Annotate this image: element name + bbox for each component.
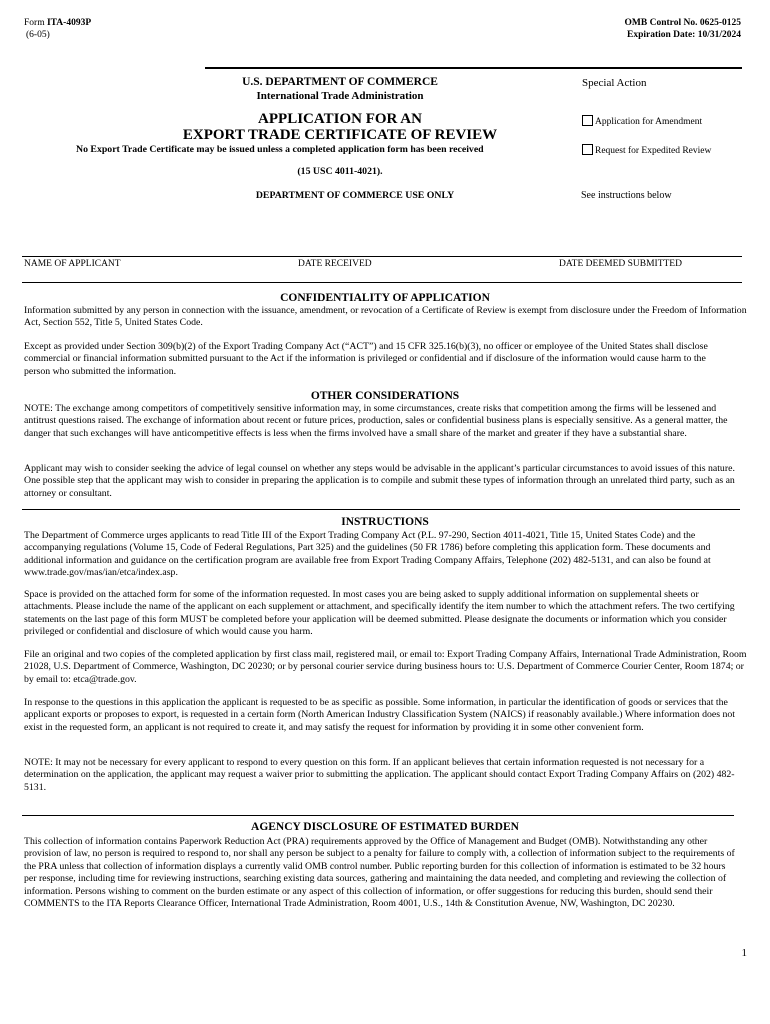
date-deemed-submitted-field[interactable]: DATE DEEMED SUBMITTED bbox=[559, 259, 682, 269]
other-considerations-heading: OTHER CONSIDERATIONS bbox=[310, 390, 460, 402]
confidentiality-paragraph-2: Except as provided under Section 309(b)(2) of the Export Trading Company Act (“ACT”) and 15 CFR 325.16(b)(3), no officer or employee of the United States shall disclose commercial or financial information submitted pursuant to the Act if the information is privileged or confidential and if disclosure of the information would cause harm to the person who submitted the information. bbox=[24, 341, 708, 377]
expiration-date: Expiration Date: 10/31/2024 bbox=[627, 30, 741, 40]
confidentiality-heading: CONFIDENTIALITY OF APPLICATION bbox=[280, 292, 490, 304]
other-considerations-paragraph-1: NOTE: The exchange among competitors of competitively sensitive information may, in some circumstances, create risks that competition among the firms will be lessened and antitrust questions raised. The exchange of information about recent or future prices, production, sales or confidential business plans is especially sensitive. As a general matter, the danger that such exchanges will have anticompetitive effects is less when the firms involved have a small share of the market and greater if they have a substantial share. bbox=[24, 403, 728, 439]
other-considerations-paragraph-2: Applicant may wish to consider seeking the advice of legal counsel on whether any steps would be advisable in the applicant’s particular circumstances to avoid issues of this nature. One possible step that the applicant may wish to consider in preparing the application is to compile and submit these types of information through an unrelated third party, such as an attorney or consultant. bbox=[24, 463, 735, 499]
fields-top-rule bbox=[22, 256, 742, 257]
instructions-heading: INSTRUCTIONS bbox=[341, 516, 429, 528]
form-title-line2: EXPORT TRADE CERTIFICATE OF REVIEW bbox=[182, 127, 498, 143]
confidentiality-paragraph-1: Information submitted by any person in connection with the issuance, amendment, or revocation of a Certificate of Review is exempt from disclosure under the Freedom of Information Act, Section 552, Title 5, United States Code. bbox=[24, 305, 747, 329]
expedited-option-label: Request for Expedited Review bbox=[595, 146, 712, 156]
instructions-paragraph-2: Space is provided on the attached form for some of the information requested. In most cases you are being asked to supply additional information on supplemental sheets or attachments. Please include the name of the applicant on each supplement or attachment, and specifically identify the item number to which the attachment refers. The two certifying statements on the last page of this form MUST be completed before your application will be deemed submitted. Please designate the documents or information which you consider privileged or confidential and disclosure of which would cause you harm. bbox=[24, 589, 735, 638]
administration-name: International Trade Administration bbox=[256, 90, 424, 102]
section-rule-1 bbox=[22, 509, 740, 510]
use-only-label: DEPARTMENT OF COMMERCE USE ONLY bbox=[255, 190, 455, 201]
fields-bottom-rule bbox=[22, 282, 742, 283]
see-instructions-note: See instructions below bbox=[581, 190, 672, 201]
form-prefix: Form bbox=[24, 18, 47, 28]
page-number: 1 bbox=[741, 947, 747, 959]
form-title-line1: APPLICATION FOR AN bbox=[258, 111, 422, 127]
burden-paragraph: This collection of information contains Paperwork Reduction Act (PRA) requirements approved by the Office of Management and Budget (OMB). Notwithstanding any other provision of law, no person is required to respond to, nor shall any person be subject to a penalty for failure to comply with, a collection of information subject to the requirements of the PRA unless that collection of information displays a currently valid OMB control number. Public reporting burden for this collection of information is estimated to be 32 hours per response, including time for reviewing instructions, searching existing data sources, gathering and maintaining the data needed, and completing and reviewing the collection of information. Persons wishing to comment on the burden estimate or any aspect of this collection of information, or offer suggestions for reducing this burden, should send their COMMENTS to the ITA Reports Clearance Officer, International Trade Administration, Room 4001, U.S., 14th & Constitution Avenue, NW, Washington, DC 20230. bbox=[24, 836, 735, 910]
omb-control-number: OMB Control No. 0625-0125 bbox=[624, 18, 741, 28]
burden-heading: AGENCY DISCLOSURE OF ESTIMATED BURDEN bbox=[251, 821, 519, 833]
amendment-checkbox[interactable] bbox=[582, 115, 593, 126]
form-date: (6-05) bbox=[26, 30, 50, 40]
instructions-paragraph-5: NOTE: It may not be necessary for every applicant to respond to every question on this form. If an applicant believes that certain information requested is not necessary for a determination on the application, the applicant may request a waiver prior to submitting the application. The applicant should contact Export Trading Company Affairs on (202) 482-5131. bbox=[24, 757, 735, 793]
date-received-field[interactable]: DATE RECEIVED bbox=[298, 259, 372, 269]
form-id: ITA-4093P bbox=[46, 18, 92, 28]
header-rule bbox=[205, 67, 742, 69]
instructions-paragraph-1: The Department of Commerce urges applicants to read Title III of the Export Trading Company Act (P.L. 97-290, Section 4011-4021, Title 15, United States Code) and the accompanying regulations (Volume 15, Code of Federal Regulations, Part 325) and the guidelines (50 FR 1786) before completing this application form. These documents and additional information and guidance on the certification program are available free from Export Trading Company Affairs, Telephone (202) 482-5131, and can also be found at www.trade.gov/mas/ian/etca/index.asp. bbox=[24, 530, 711, 579]
section-rule-2 bbox=[22, 815, 734, 816]
statute-reference: (15 USC 4011-4021). bbox=[297, 166, 383, 177]
issuance-notice: No Export Trade Certificate may be issued unless a completed application form has been received bbox=[76, 144, 484, 155]
amendment-option[interactable] bbox=[582, 115, 702, 127]
amendment-option-label: Application for Amendment bbox=[595, 117, 703, 127]
expedited-option[interactable] bbox=[582, 144, 711, 156]
instructions-paragraph-4: In response to the questions in this application the applicant is requested to be as specific as possible. Some information, in particular the identification of goods or services that the applicant exports or proposes to export, is requested in a certain form (North American Industry Classification System (NAICS) if reasonably available.) Where information does not exist in the requested form, an applicant is not required to create it, and may satisfy the request for information by providing it in some other convenient form. bbox=[24, 697, 735, 733]
special-action-label: Special Action bbox=[582, 77, 647, 89]
name-of-applicant-field[interactable]: NAME OF APPLICANT bbox=[24, 259, 121, 269]
form-number bbox=[24, 18, 91, 29]
department-name: U.S. DEPARTMENT OF COMMERCE bbox=[242, 76, 438, 88]
instructions-paragraph-3: File an original and two copies of the completed application by first class mail, registered mail, or email to: Export Trading Company Affairs, International Trade Administration, Room 21028, U.S. Department of Commerce, Washington, DC 20230; or by personal courier service during business hours to: U.S. Department of Commerce Courier Center, Room 1874; or by email to: etca@trade.gov. bbox=[24, 649, 747, 685]
expedited-checkbox[interactable] bbox=[582, 144, 593, 155]
